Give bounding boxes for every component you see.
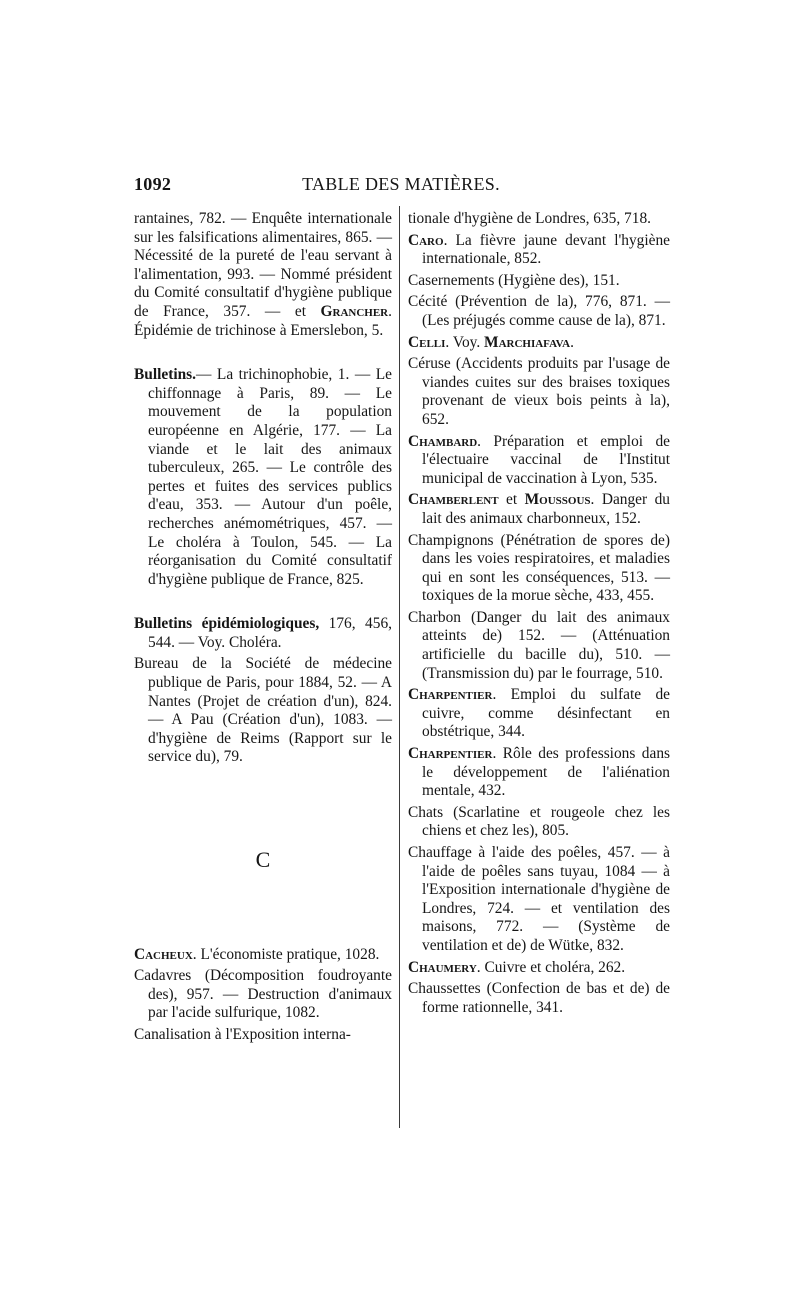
author-name: Grancher [320, 302, 389, 320]
index-entry-charpentier-2: Charpentier. Rôle des professions dans le développement de l'aliénation mentale, 432. [408, 745, 670, 800]
entry-heading: Bulletins. [134, 366, 197, 384]
author-name: Cacheux [134, 945, 193, 963]
index-entry-canalisation: Canalisation à l'Exposition interna- [134, 1026, 351, 1043]
index-entry-bureau: Bureau de la Société de médecine publique de Paris, pour 1884, 52. — A Nantes (Projet de création d'un), 824. — A Pau (Création d'un), 1083. — d'hygiène de Reims (Rapport sur le service du), 79. [134, 655, 392, 766]
index-entry-continuation: tionale d'hygiène de Londres, 635, 718. [408, 210, 651, 227]
page-number: 1092 [134, 174, 172, 194]
index-entry-chaumery: Chaumery. Cuivre et choléra, 262. [408, 958, 626, 976]
index-entry-charbon: Charbon (Danger du lait des animaux atteints de) 152. — (Atténuation artificielle du bacille du), 510. — (Transmission du) par le fourrage, 510. [408, 608, 670, 682]
index-entry-champignons: Champignons (Pénétration de spores de) dans les voies respiratoires, et maladies qui en sont les conséquences, 513. — toxiques de la morue sèche, 433, 455. [408, 531, 670, 605]
index-entry-cacheux: Cacheux. L'économiste pratique, 1028. [134, 945, 380, 963]
index-entry-ceruse: Céruse (Accidents produits par l'usage de viandes cuites sur des braises toxiques provenant de vieux bois peints à la), 652. [408, 355, 670, 428]
page-header [134, 174, 668, 200]
author-name: Charpentier [408, 686, 493, 704]
author-name: Chamberlent [408, 491, 499, 509]
index-entry-continuation: rantaines, 782. — Enquête internationale sur les falsifications alimentaires, 865. — Nécessité de la pureté de l'eau servant à l'alimentation, 993. — Nommé président du Comité consultatif d'hygiène publique de France, 357. — et Grancher. Épidémie de trichinose à Emerslebon, 5. [134, 210, 392, 339]
author-name: Celli [408, 333, 446, 351]
author-name: Chaumery [408, 958, 477, 976]
author-name: Moussous [524, 491, 591, 509]
column-divider [399, 206, 400, 1128]
index-entry-caro: Caro. La fièvre jaune devant l'hygiène internationale, 852. [408, 231, 670, 268]
cross-reference: Marchiafava [484, 333, 571, 351]
running-title: TABLE DES MATIÈRES. [302, 174, 500, 194]
index-entry-cadavres: Cadavres (Décomposition foudroyante des), 957. — Destruction d'animaux par l'acide sulfurique, 1082. [134, 967, 392, 1022]
index-entry-bulletins-epidemiologiques: Bulletins épidémiologiques, 176, 456, 544. — Voy. Choléra. [134, 615, 392, 651]
index-entry-bulletins: Bulletins.— La trichinophobie, 1. — Le chiffonnage à Paris, 89. — Le mouvement de la population européenne en Algérie, 177. — La viande et le lait des animaux tuberculeux, 265. — Le contrôle des pertes et fuites des services publics d'eau, 353. — Autour d'un poêle, recherches anémométriques, 457. — Le choléra à Toulon, 545. — La réorganisation du Comité consultatif d'hygiène publique de France, 825. [134, 366, 392, 588]
left-column [134, 210, 392, 1048]
index-entry-casernements: Casernements (Hygiène des), 151. [408, 271, 620, 289]
author-name: Charpentier [408, 745, 493, 763]
section-letter: C [255, 847, 271, 873]
right-column [408, 210, 670, 1020]
index-entry-cecite: Cécité (Prévention de la), 776, 871. — (Les préjugés comme cause de la), 871. [408, 293, 670, 329]
index-entry-chambard: Chambard. Préparation et emploi de l'électuaire vaccinal de l'Institut municipal de vaccination à Lyon, 535. [408, 432, 670, 487]
index-entry-charpentier: Charpentier. Emploi du sulfate de cuivre, comme désinfectant en obstétrique, 344. [408, 686, 670, 741]
index-entry-chaussettes: Chaussettes (Confection de bas et de) de forme rationnelle, 341. [408, 980, 670, 1016]
index-entry-chats: Chats (Scarlatine et rougeole chez les chiens et chez les), 805. [408, 803, 670, 840]
author-name: Caro [408, 231, 444, 249]
entry-heading: Bulletins épidémiologiques, [134, 615, 320, 633]
index-entry-chauffage: Chauffage à l'aide des poêles, 457. — à l'aide de poêles sans tuyau, 1084 — à l'Exposition internationale d'hygiène de Londres, 724. — et ventilation des maisons, 772. — (Système de ventilation et de) de Wütke, 832. [408, 844, 670, 954]
index-entry-celli: Celli. Voy. Marchiafava. [408, 333, 574, 351]
author-name: Chambard [408, 432, 478, 450]
index-entry-chamberlent: Chamberlent et Moussous. Danger du lait des animaux charbonneux, 152. [408, 491, 670, 527]
